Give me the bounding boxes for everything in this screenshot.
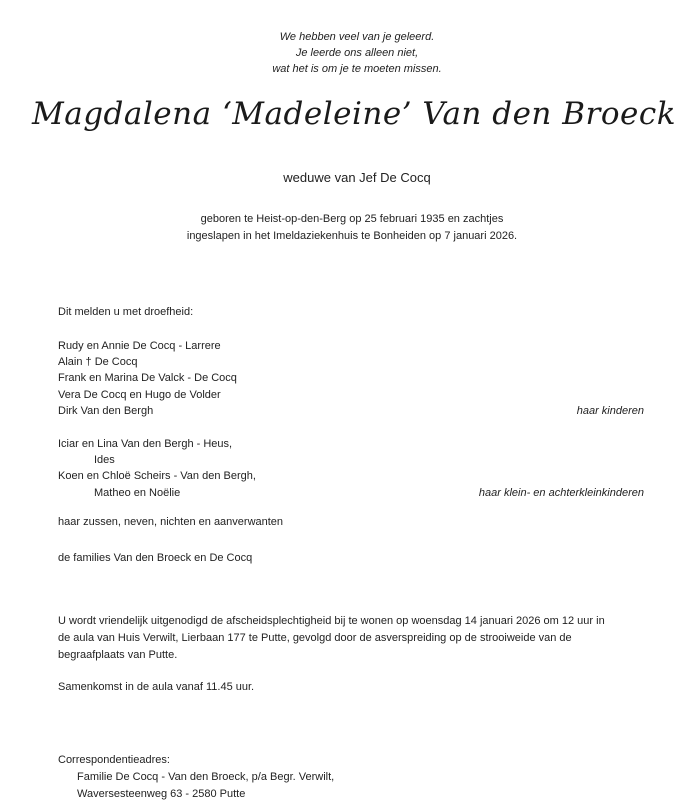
list-item: [58, 436, 644, 452]
invitation-line: begraafplaats van Putte.: [58, 649, 178, 661]
grandchild-name: Koen en Chloë Scheirs - Van den Bergh,: [58, 470, 256, 483]
list-item: [58, 485, 644, 501]
birth-line: geboren te Heist-op-den-Berg op 25 februari 1935 en zachtjes: [200, 213, 504, 225]
widow-line: weduwe van Jef De Cocq: [283, 170, 431, 185]
grandchild-name: Iciar en Lina Van den Bergh - Heus,: [58, 438, 233, 450]
deceased-name: Magdalena ‘Madeleine’ Van den Broeck: [31, 96, 677, 132]
correspondence-block: [58, 752, 334, 803]
announcement: Dit melden u met droefheid:: [58, 306, 194, 318]
death-line: ingeslapen in het Imeldaziekenhuis te Bonheiden op 7 januari 2026.: [186, 230, 518, 242]
list-item: [58, 354, 644, 370]
list-item: [58, 468, 644, 484]
poem-line: wat het is om je te moeten missen.: [272, 63, 442, 75]
birth-death-info: [0, 211, 700, 245]
address-line: Waversesteenweg 63 - 2580 Putte: [77, 788, 246, 800]
list-item: [58, 452, 680, 468]
invitation-line: U wordt vriendelijk uitgenodigd de afscheidsplechtigheid bij te wonen op woensdag 14 januari 2026 om 12 uur in: [58, 615, 605, 627]
grandchildren-label: haar klein- en achterkleinkinderen: [478, 486, 644, 499]
grandchild-name: Matheo en Noëlie: [94, 486, 181, 499]
correspondence-label: Correspondentieadres:: [58, 754, 170, 766]
child-name: Dirk Van den Bergh: [58, 404, 154, 417]
list-item: [58, 370, 644, 386]
list-item: [58, 387, 644, 403]
invitation-paragraph: [58, 613, 648, 664]
gathering-line: Samenkomst in de aula vanaf 11.45 uur.: [58, 681, 255, 693]
grandchildren-list: [58, 436, 680, 501]
child-name: Alain † De Cocq: [58, 356, 138, 369]
poem: [0, 29, 700, 77]
poem-line: We hebben veel van je geleerd.: [279, 31, 435, 43]
child-name: Frank en Marina De Valck - De Cocq: [58, 372, 237, 385]
poem-line: Je leerde ons alleen niet,: [295, 47, 419, 59]
families-line: de families Van den Broeck en De Cocq: [58, 552, 253, 564]
child-name: Vera De Cocq en Hugo de Volder: [58, 388, 221, 401]
address-line: Familie De Cocq - Van den Broeck, p/a Begr. Verwilt,: [77, 771, 335, 783]
children-list: [58, 338, 644, 419]
list-item: [58, 403, 644, 419]
invitation-line: de aula van Huis Verwilt, Lierbaan 177 te Putte, gevolgd door de asverspreiding op de strooiweide van de: [58, 632, 572, 644]
siblings-line: haar zussen, neven, nichten en aanverwanten: [58, 516, 284, 528]
list-item: [58, 338, 644, 354]
children-label: haar kinderen: [576, 404, 644, 417]
grandchild-name: Ides: [94, 454, 115, 467]
child-name: Rudy en Annie De Cocq - Larrere: [58, 340, 221, 352]
